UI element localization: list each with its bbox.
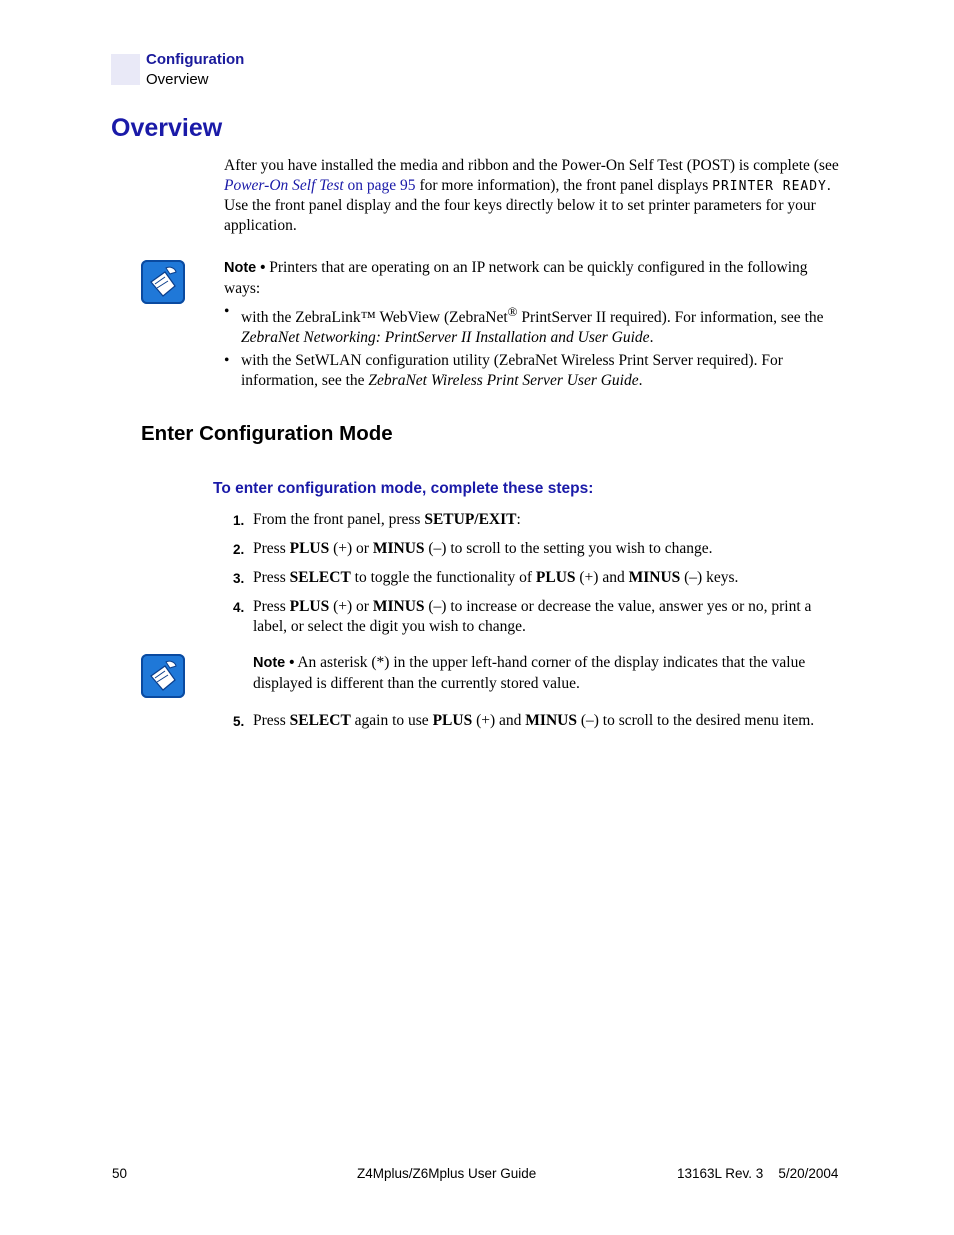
intro-text-1: After you have installed the media and ribbon and the Power-On Self Test (POST) is complete (see	[224, 157, 839, 174]
link-page[interactable]: on page 95	[343, 176, 416, 194]
intro-paragraph	[224, 156, 844, 235]
step-1: 1. From the front panel, press SETUP/EXIT:	[233, 511, 521, 528]
section-heading: Enter Configuration Mode	[141, 422, 393, 445]
step-2: 2. Press PLUS (+) or MINUS (–) to scroll to the setting you wish to change.	[233, 540, 713, 557]
intro-text-2: for more information), the front panel displays	[415, 176, 713, 194]
step-5: 5. Press SELECT again to use PLUS (+) and MINUS (–) to scroll to the desired menu item.	[233, 712, 815, 729]
note-1	[224, 258, 844, 394]
header-subsection: Overview	[146, 71, 209, 88]
note-2	[253, 653, 845, 693]
list-item: • with the SetWLAN configuration utility (ZebraNet Wireless Print Server required). For information, see the ZebraNet Wireless Print Server User Guide.	[224, 352, 783, 389]
step-4: 4. Press PLUS (+) or MINUS (–) to increase or decrease the value, answer yes or no, print a label, or select the digit you wish to change.	[233, 598, 812, 635]
step-3: 3. Press SELECT to toggle the functionality of PLUS (+) and MINUS (–) keys.	[233, 569, 739, 586]
note-1-bullets	[224, 302, 844, 390]
header-section: Configuration	[146, 51, 245, 68]
footer-revision: 13163L Rev. 3 5/20/2004	[677, 1166, 839, 1181]
power-on-self-test-link[interactable]	[224, 177, 416, 194]
footer-guide-title: Z4Mplus/Z6Mplus User Guide	[357, 1166, 537, 1181]
page-title: Overview	[111, 114, 223, 142]
footer-page-number: 50	[112, 1166, 128, 1181]
note-2-text: An asterisk (*) in the upper left-hand corner of the display indicates that the value displayed is different than the currently stored value.	[253, 654, 806, 692]
procedure-title: To enter configuration mode, complete these steps:	[213, 480, 594, 497]
intro-text-3: . Use the front panel display and the four keys directly below it to set printer parameters for your application.	[224, 176, 831, 234]
note-hand-icon	[141, 260, 185, 304]
list-item: • with the ZebraLink™ WebView (ZebraNet® PrintServer II required). For information, see the ZebraNet Networking: PrintServer II Installation and User Guide.	[224, 303, 824, 346]
link-title[interactable]: Power-On Self Test	[224, 176, 344, 194]
note-2-label: Note •	[253, 655, 295, 671]
header-marker	[111, 54, 140, 85]
display-text: PRINTER READY	[712, 178, 827, 194]
note-hand-icon	[141, 654, 185, 698]
note-1-label: Note •	[224, 260, 266, 276]
note-1-text: Printers that are operating on an IP network can be quickly configured in the following ways:	[224, 259, 808, 297]
